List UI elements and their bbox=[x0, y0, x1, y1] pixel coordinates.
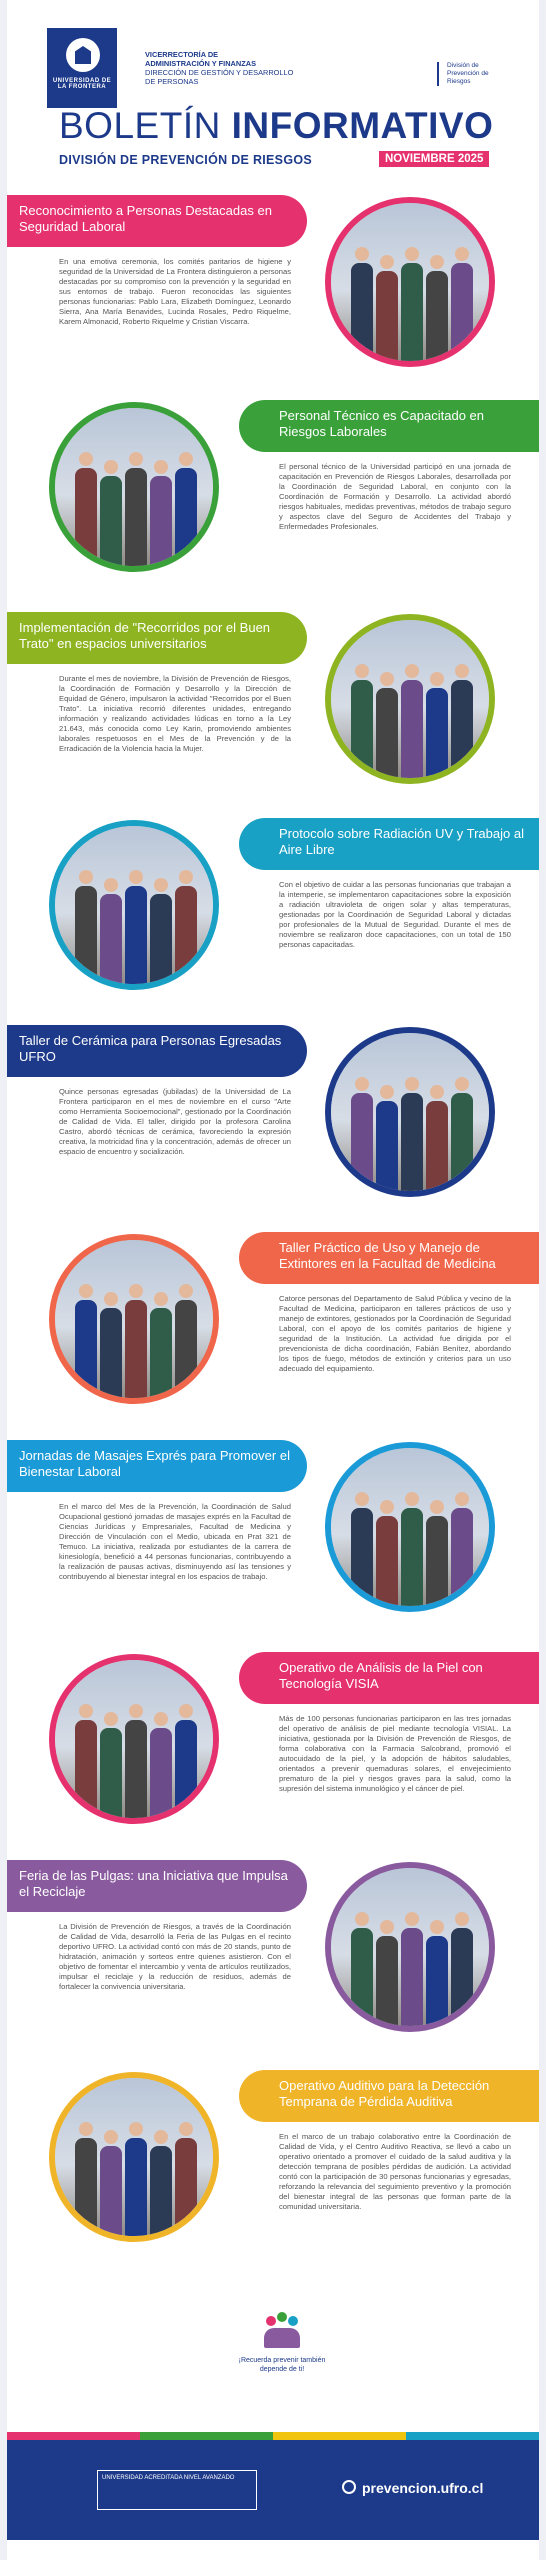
section-body: El personal técnico de la Universidad participó en una jornada de capacitación en Prevención de Riesgos Laborales, desarrollada por la Coordinación de Seguridad Laboral, en conjunto con la Coordinación de Formación y Desarrollo. La actividad abordó riesgos habituales, medidas preventivas, métodos de trabajo seguro y aspectos clave del Seguro de Accidentes del Trabajo y Enfermedades Profesionales. bbox=[279, 462, 511, 531]
division-line2: Prevención de bbox=[447, 70, 489, 77]
section-body: La División de Prevención de Riesgos, a través de la Coordinación de Calidad de Vida, desarrolló la Feria de las Pulgas en el recinto deportivo UFRO. La actividad contó con más de 20 stands, punto de hidratación, animación y sorteos entre quienes asistieron. Con el objetivo de fomentar el intercambio y venta de artículos reutilizados, impulsar el reciclaje y la reducción de residuos, además de fortalecer la convivencia universitaria. bbox=[59, 1922, 291, 1991]
month-badge: NOVIEMBRE 2025 bbox=[379, 151, 489, 167]
title-part-b: INFORMATIVO bbox=[231, 105, 494, 146]
section-body: En el marco del Mes de la Prevención, la Coordinación de Salud Ocupacional gestionó jornadas de masajes exprés en la Facultad de Ciencias Jurídicas y Empresariales, Facultad de Medicina y Dirección de Vinculación con el Medio, ubicada en Prat 321 de Temuco. La iniciativa, realizada por estudiantes de la carrera de kinesiología, benefició a 44 personas funcionarias, contribuyendo a la realización de pausas activas, disminuyendo así las tensiones y contribuyendo al bienestar integral en los espacios de trabajo. bbox=[59, 1502, 291, 1581]
section-photo bbox=[49, 820, 219, 990]
section-photo bbox=[325, 614, 495, 784]
section-body: Catorce personas del Departamento de Salud Pública y vecino de la Facultad de Medicina, participaron en talleres prácticos de uso y manejo de extintores, gestionados por la Coordinación de Seguridad Laboral, con el apoyo de los comités paritarios de higiene y seguridad de la Institución. La actividad fue dirigida por el prevencionista de dicha coordinación, Fabián Benítez, abordando los tipos de fuego, métodos de extinción y criterios para un uso adecuado del equipamiento. bbox=[279, 1294, 511, 1373]
newsletter-page bbox=[7, 0, 539, 2560]
section-photo bbox=[325, 1027, 495, 1197]
section-title: Protocolo sobre Radiación UV y Trabajo al Aire Libre bbox=[239, 818, 539, 870]
slogan-text: ¡Recuerda prevenir también depende de ti! bbox=[238, 2357, 326, 2373]
section-body: En una emotiva ceremonia, los comités paritarios de higiene y seguridad de la Universidad de La Frontera distinguieron a personas destacadas por su compromiso con la prevención y la seguridad en sus entornos de trabajo. Fueron reconocidas las siguientes personas funcionarias: Pablo Lara, Elizabeth Domínguez, Leonardo Sierra, Ana María Benavides, Lucinda Rosales, Pedro Riquelme, Karem Almonacid, Roberto Riquelme y Cristian Viscarra. bbox=[59, 257, 291, 326]
page-subtitle: DIVISIÓN DE PREVENCIÓN DE RIESGOS bbox=[59, 153, 313, 167]
section-body: Durante el mes de noviembre, la División de Prevención de Riesgos, la Coordinación de Formación y Desarrollo y la Dirección de Equidad de Género, impulsaron la actividad "Recorridos por el Buen Trato". La iniciativa recorrió diferentes unidades, entregando información y realizando actividades lúdicas en torno a la Ley 21.643, más conocida como Ley Karin, promoviendo ambientes laborales respetuosos en el Mes de la Prevención y de la Erradicación de la Violencia hacia la Mujer. bbox=[59, 674, 291, 753]
section-body: Más de 100 personas funcionarias participaron en las tres jornadas del operativo de análisis de piel mediante tecnología VISIAL. La iniciativa, gestionada por la División de Prevención de Riesgos, de forma colaborativa con la Farmacia Salcobrand, promovió el autocuidado de la piel, y la adopción de hábitos saludables, orientados a prevenir quemaduras solares, el envejecimiento prematuro de la piel y riesgos graves para la salud, como la supresión del sistema inmunológico y el cáncer de piel. bbox=[279, 1714, 511, 1793]
section-title: Operativo de Análisis de la Piel con Tecnología VISIA bbox=[239, 1652, 539, 1704]
section-photo bbox=[49, 1234, 219, 1404]
university-logo bbox=[47, 28, 117, 108]
division-label bbox=[437, 62, 507, 86]
section-photo bbox=[325, 197, 495, 367]
section-body: En el marco de un trabajo colaborativo entre la Coordinación de Calidad de Vida, y el Centro Auditivo Reactiva, se llevó a cabo un operativo orientado a promover el cuidado de la salud auditiva y la detección temprana de posibles pérdidas de audición. La actividad contó con la participación de 30 personas funcionarias y egresadas, reforzando la relevancia del seguimiento preventivo y la promoción del bienestar integral de las personas que forman parte de la comunidad universitaria. bbox=[279, 2132, 511, 2211]
crest-icon bbox=[66, 38, 100, 72]
vice-line4: DE PERSONAS bbox=[145, 77, 199, 86]
footer bbox=[7, 2440, 539, 2540]
division-line3: Riesgos bbox=[447, 78, 471, 85]
section-photo bbox=[325, 1862, 495, 2032]
vice-line2: ADMINISTRACIÓN Y FINANZAS bbox=[145, 59, 256, 68]
vice-line3: DIRECCIÓN DE GESTIÓN Y DESARROLLO bbox=[145, 68, 294, 77]
section-title: Taller Práctico de Uso y Manejo de Extintores en la Facultad de Medicina bbox=[239, 1232, 539, 1284]
section-title: Implementación de "Recorridos por el Buen Trato" en espacios universitarios bbox=[7, 612, 307, 664]
logo-text: UNIVERSIDAD DE LA FRONTERA bbox=[52, 78, 112, 90]
section-photo bbox=[49, 2072, 219, 2242]
section-title: Reconocimiento a Personas Destacadas en Seguridad Laboral bbox=[7, 195, 307, 247]
section-photo bbox=[325, 1442, 495, 1612]
slogan bbox=[237, 2312, 327, 2374]
title-part-a: BOLETÍN bbox=[59, 105, 221, 146]
vicerrectoria-block bbox=[145, 50, 335, 86]
section-body: Quince personas egresadas (jubiladas) de la Universidad de La Frontera participaron en el mes de noviembre en el curso "Arte como Herramienta Socioemocional", gestionado por la Coordinación de Calidad de Vida. El taller, dirigido por la profesora Carolina Castro, abordó técnicas de cerámica, favoreciendo la expresión creativa, la motricidad fina y la concentración, además de ofrecer un espacio de encuentro y socialización. bbox=[59, 1087, 291, 1156]
section-title: Operativo Auditivo para la Detección Temprana de Pérdida Auditiva bbox=[239, 2070, 539, 2122]
section-photo bbox=[49, 402, 219, 572]
section-body: Con el objetivo de cuidar a las personas funcionarias que trabajan a la intemperie, se implementaron capacitaciones sobre la exposición a radiación ultravioleta de origen solar y altas temperaturas, gestionadas por la Coordinación de Seguridad Laboral y dictadas por profesionales de la Mutual de Seguridad. Durante el mes de noviembre se realizaron doce capacitaciones, con un total de 150 personas capacitadas. bbox=[279, 880, 511, 949]
section-title: Feria de las Pulgas: una Iniciativa que Impulsa el Reciclaje bbox=[7, 1860, 307, 1912]
section-title: Jornadas de Masajes Exprés para Promover el Bienestar Laboral bbox=[7, 1440, 307, 1492]
header bbox=[7, 0, 539, 120]
accreditation-badge: UNIVERSIDAD ACREDITADA NIVEL AVANZADO bbox=[97, 2470, 257, 2510]
people-icon bbox=[262, 2312, 302, 2352]
globe-icon bbox=[342, 2480, 356, 2494]
footer-stripes bbox=[7, 2432, 539, 2440]
page-title bbox=[59, 105, 493, 147]
website-link[interactable]: prevencion.ufro.cl bbox=[362, 2480, 484, 2496]
section-title: Taller de Cerámica para Personas Egresadas UFRO bbox=[7, 1025, 307, 1077]
vice-line1: VICERRECTORÍA DE bbox=[145, 50, 219, 59]
section-title: Personal Técnico es Capacitado en Riesgos Laborales bbox=[239, 400, 539, 452]
section-photo bbox=[49, 1654, 219, 1824]
division-line1: División de bbox=[447, 62, 479, 69]
